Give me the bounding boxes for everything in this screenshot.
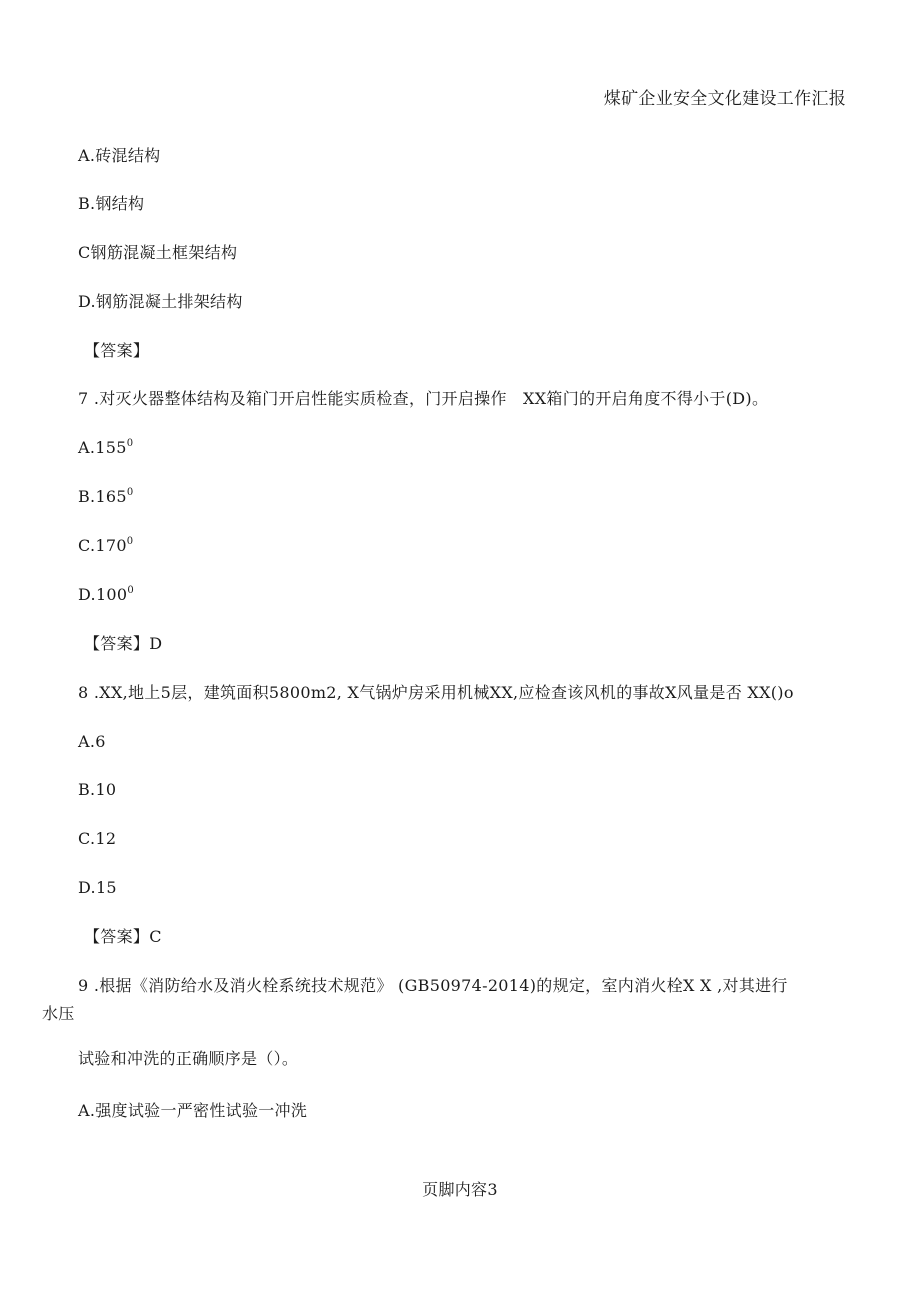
q7-stem: 7 .对灭火器整体结构及箱门开启性能实质检查，门开启操作 XX箱门的开启角度不得小于(D)。 bbox=[78, 389, 769, 408]
q6-option-b: B.钢结构 bbox=[78, 194, 145, 213]
q9-stem-line1: 9 .根据《消防给水及消火栓系统技术规范》 (GB50974-2014)的规定，室内消火栓X X ,对其进行 bbox=[78, 976, 788, 995]
q8-option-b: B.10 bbox=[78, 780, 117, 799]
page-footer: 页脚内容3 bbox=[422, 1180, 498, 1199]
q7-option-b: B.165$^0$ bbox=[78, 487, 134, 506]
q6-option-c: C钢筋混凝土框架结构 bbox=[78, 243, 238, 262]
q6-answer: 【答案】 bbox=[84, 341, 150, 360]
q9-stem-line3: 试验和冲洗的正确顺序是（）。 bbox=[78, 1049, 299, 1068]
q8-stem: 8 .XX,地上5层，建筑面积5800m2, X气锅炉房采用机械XX,应检查该风机的事故X风量是否 XX()o bbox=[78, 683, 794, 702]
q7-option-c: C.170$^0$ bbox=[78, 536, 134, 555]
q8-answer: 【答案】C bbox=[84, 927, 162, 946]
q7-option-d: D.100$^0$ bbox=[78, 585, 135, 604]
page-header: 煤矿企业安全文化建设工作汇报 bbox=[603, 89, 846, 109]
q6-option-a: A.砖混结构 bbox=[78, 146, 161, 165]
q6-option-d: D.钢筋混凝土排架结构 bbox=[78, 292, 243, 311]
q8-option-c: C.12 bbox=[78, 829, 117, 848]
q9-option-a: A.强度试验一严密性试验一冲洗 bbox=[78, 1101, 308, 1120]
q8-option-d: D.15 bbox=[78, 878, 117, 897]
q7-answer: 【答案】D bbox=[84, 634, 163, 653]
q9-stem-line2: 水压 bbox=[42, 1004, 75, 1023]
q8-option-a: A.6 bbox=[78, 732, 106, 751]
q7-option-a: A.155$^0$ bbox=[78, 438, 134, 457]
